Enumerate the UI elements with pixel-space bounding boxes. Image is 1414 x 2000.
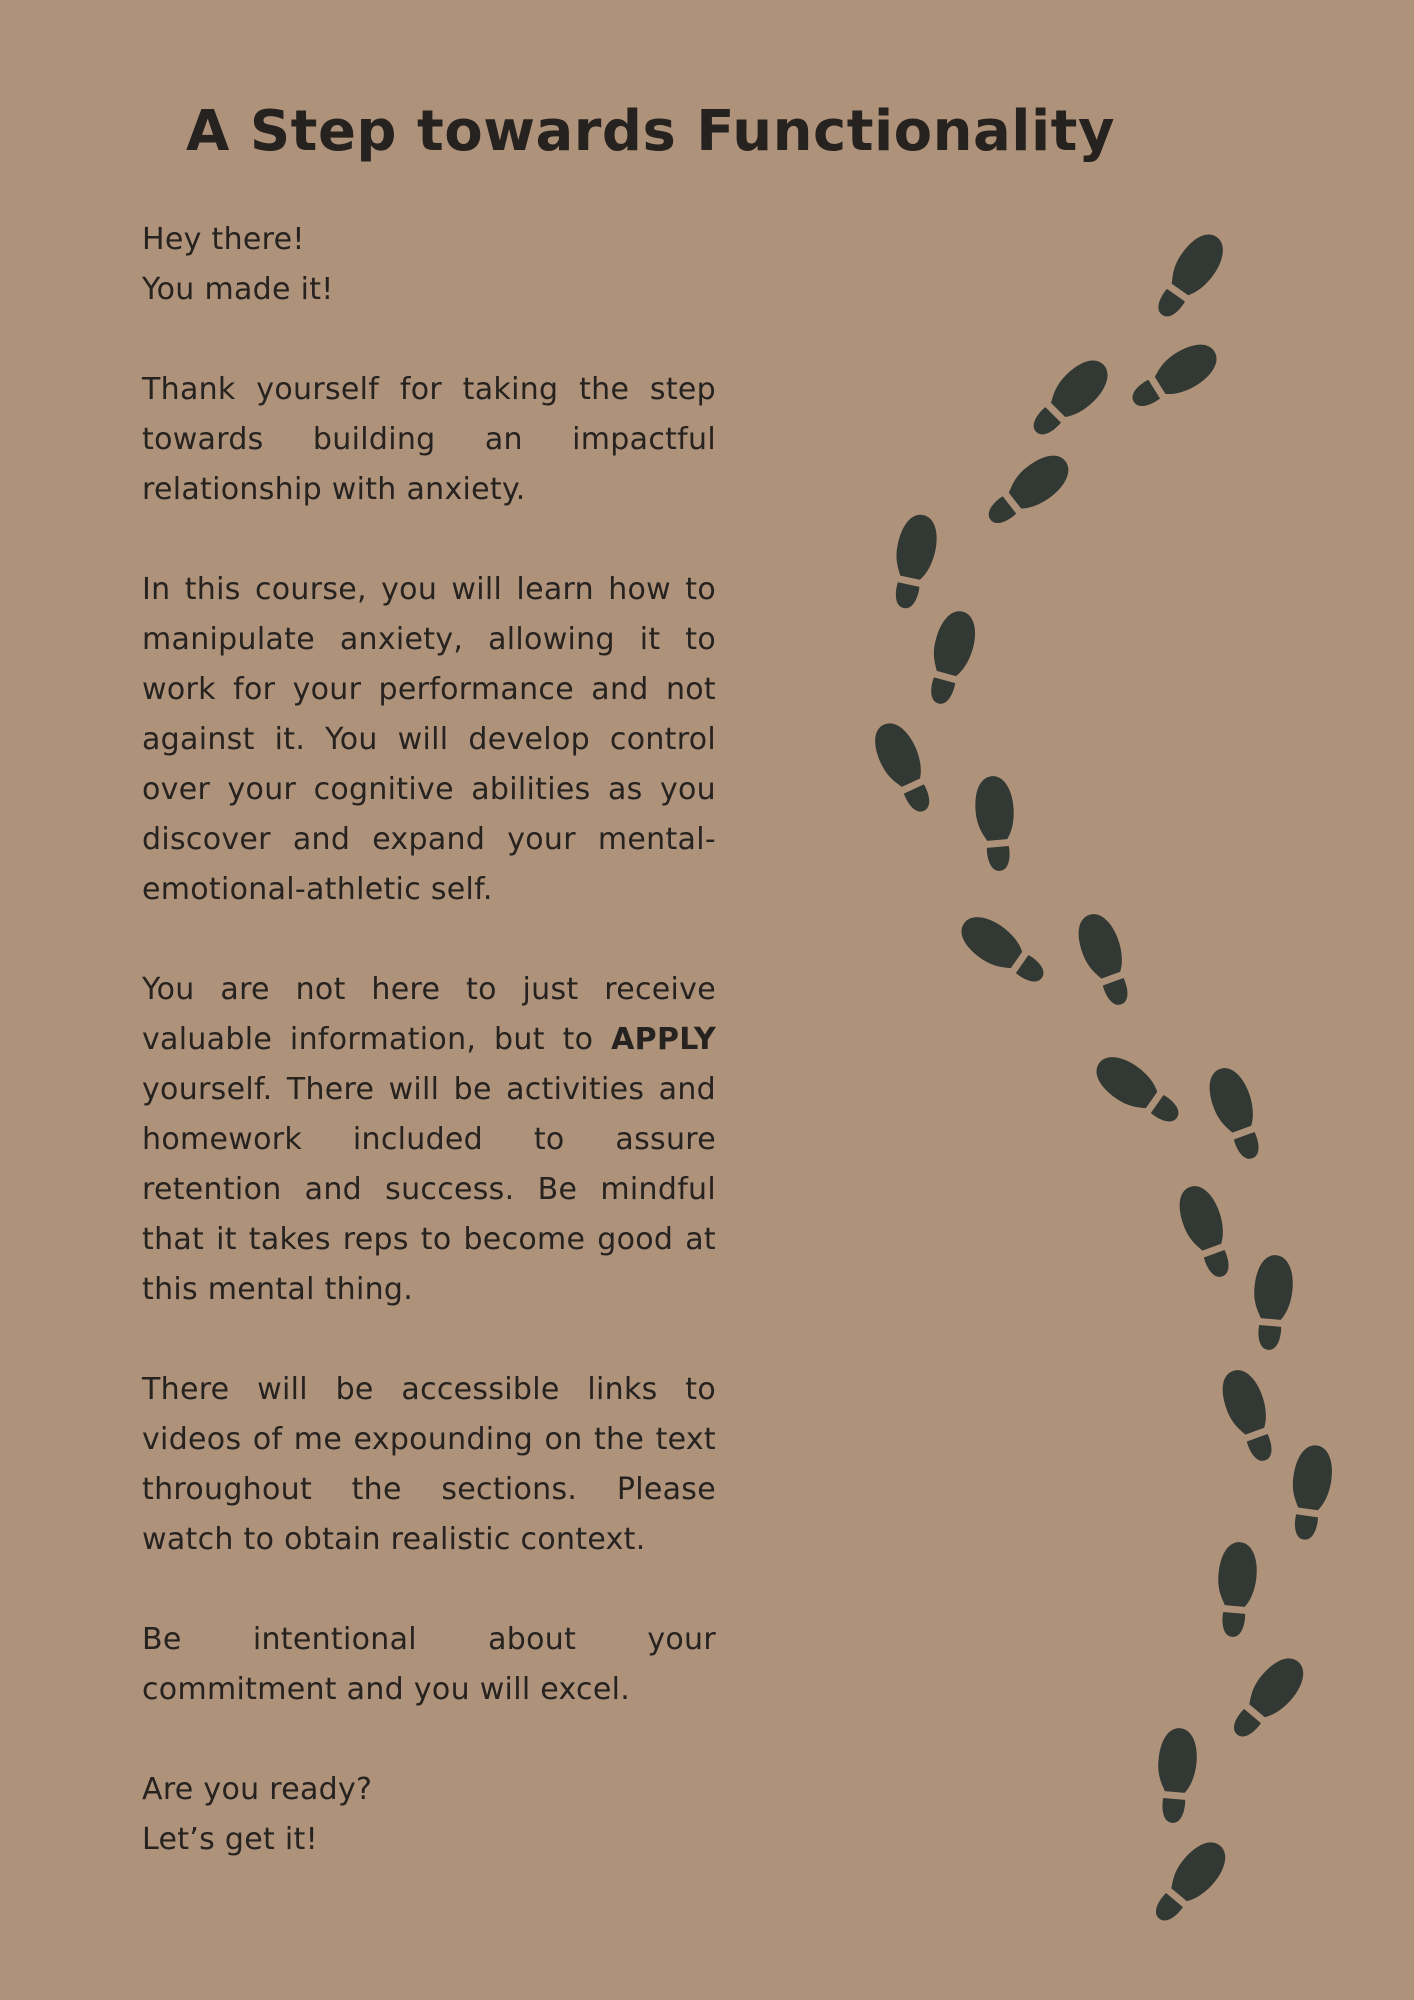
apply-emphasis: APPLY <box>611 1022 716 1057</box>
footprint-icon <box>1153 1727 1199 1825</box>
paragraph-apply-after: yourself. There will be activities and homework included to assure retention and success. Be mindful that it takes reps to become good at this mental thing. <box>142 1072 716 1307</box>
footprint-icon <box>1147 226 1233 326</box>
paragraph-apply-before: You are not here to just receive valuable information, but to <box>142 972 716 1057</box>
footprint-icon <box>1023 351 1117 445</box>
footprint-icon <box>1285 1443 1336 1542</box>
footprint-icon <box>1223 1649 1313 1746</box>
footprint-icon <box>1124 335 1225 418</box>
footprint-icon <box>920 607 981 709</box>
paragraph-commitment: Be intentional about your commitment and you will excel. <box>142 1622 716 1707</box>
footprint-icon <box>1145 1833 1235 1930</box>
paragraph-video-links: There will be accessible links to videos of me expounding on the text throughout the sections. Please watch to obtain realistic context. <box>142 1372 716 1557</box>
paragraph-course-intro: In this course, you will learn how to manipulate anxiety, allowing it to work for your performance and not against it. You will develop control over your cognitive abilities as you discover and expand your mental-emotional-athletic self. <box>142 572 716 907</box>
footprint-icon <box>1215 1364 1283 1466</box>
footprint-icon <box>1213 1541 1259 1639</box>
footprint-icon <box>1202 1062 1270 1164</box>
closing-line: Let’s get it! <box>142 1822 318 1857</box>
greeting-line: You made it! <box>142 272 334 307</box>
footprint-icon <box>953 908 1053 994</box>
greeting-line: Hey there! <box>142 222 305 257</box>
page-title: A Step towards Functionality <box>186 99 1115 164</box>
footprint-icon <box>1172 1180 1240 1282</box>
paragraph-thank-yourself: Thank yourself for taking the step towards building an impactful relationship with anxiety. <box>142 372 716 507</box>
footprint-icon <box>885 511 942 612</box>
footprint-icon <box>979 446 1077 535</box>
footprint-icon <box>973 775 1019 873</box>
footprint-icon <box>1071 908 1139 1010</box>
closing-line: Are you ready? <box>142 1772 373 1807</box>
footprint-icon <box>1088 1048 1188 1134</box>
footprint-icon <box>1249 1254 1295 1352</box>
footprint-icon <box>867 717 942 819</box>
